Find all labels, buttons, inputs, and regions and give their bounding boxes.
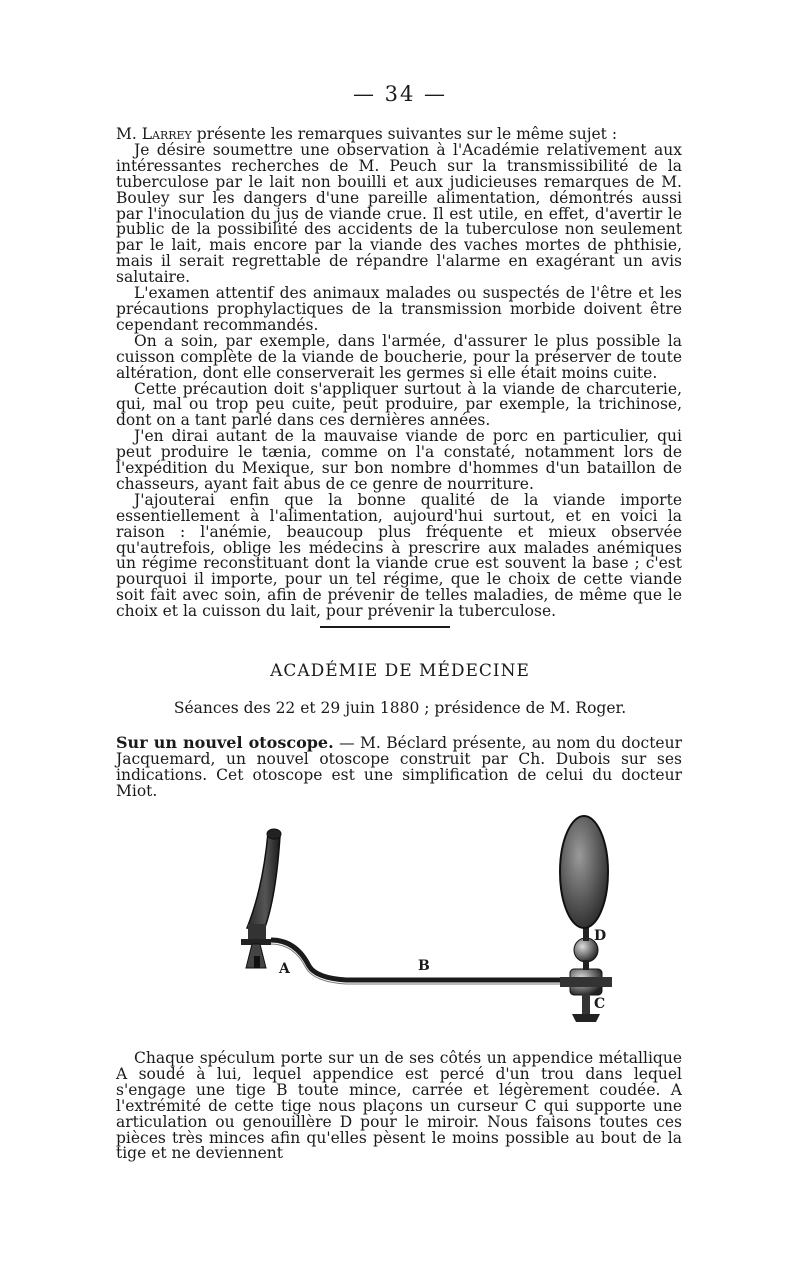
paragraph: L'examen attentif des animaux malades ou suspectés de l'être et les précautions prophylactiques de la transmission morbide doivent être cependant recommandés.	[116, 284, 682, 334]
speaker-name: M. Larrey	[116, 125, 192, 143]
paragraph: J'en dirai autant de la mauvaise viande de porc en particulier, qui peut produire le tænia, comme on l'a constaté, notamment lors de l'expédition du Mexique, sur bon nombre d'hommes d'un bataillon de chasseurs, ayant fait abus de ce genre de nourriture.	[116, 427, 682, 493]
session-line: Séances des 22 et 29 juin 1880 ; présidence de M. Roger.	[173, 699, 627, 717]
intro-text: présente les remarques suivantes sur le même sujet :	[191, 125, 618, 143]
mirror	[560, 816, 608, 928]
body-text-bottom	[116, 1051, 682, 1162]
section-divider	[320, 626, 450, 628]
body-text-top	[116, 127, 682, 620]
otoscope-paragraph	[116, 735, 682, 800]
article-lead: Sur un nouvel otoscope.	[116, 733, 334, 752]
article-text: — M. Béclard présente, au nom du docteur Jacquemard, un nouvel otoscope construit par Ch. Dubois sur ses indications. Cet otoscope est une simplification de celui du docteur Miot.	[116, 734, 682, 800]
paragraph: Cette précaution doit s'appliquer surtout à la viande de charcuterie, qui, mal ou trop peu cuite, peut produire, par exemple, la trichinose, dont on a tant parlé dans ces dernières années.	[116, 379, 682, 430]
label-c: C	[594, 996, 606, 1012]
speculum-horn	[241, 829, 281, 968]
page-number: — 34 —	[352, 82, 448, 106]
label-d: D	[594, 928, 607, 944]
label-b: B	[418, 958, 430, 974]
otoscope-drawing	[116, 798, 696, 1038]
otoscope-illustration	[116, 798, 696, 1038]
paragraph: Chaque spéculum porte sur un de ses côtés un appendice métallique A soudé à lui, lequel appendice est percé d'un trou dans lequel s'engage une tige B toute mince, carrée et légèrement coudée. A l'extrémité de cette tige nous plaçons un curseur C qui supporte une articulation ou genouillère D pour le miroir. Nous faisons toutes ces pièces très minces afin qu'elles pèsent le moins possible au bout de la tige et ne deviennent	[116, 1049, 682, 1163]
paragraph: J'ajouterai enfin que la bonne qualité de la viande importe essentiellement à l'alimentation, aujourd'hui surtout, et en voici la raison : l'anémie, beaucoup plus fréquente et mieux observée qu'autrefois, oblige les médecins à prescrire aux malades anémiques un régime reconstituant dont la viande crue est souvent la base ; c'est pourquoi il importe, pour un tel régime, que le choix de cette viande soit fait avec soin, afin de prévenir de telles maladies, de même que le choix et la cuisson du lait, pour prévenir la tuberculose.	[116, 490, 682, 621]
label-a: A	[279, 961, 290, 977]
section-heading: ACADÉMIE DE MÉDECINE	[270, 661, 530, 681]
paragraph: Je désire soumettre une observation à l'Académie relativement aux intéressantes recherches de M. Peuch sur la transmissibilité de la tuberculose par le lait non bouilli et aux judicieuses remarques de M. Bouley sur les dangers d'une pareille alimentation, démontrés aussi par l'inoculation du jus de viande crue. Il est utile, en effet, d'avertir le public de la possibilité des accidents de la tuberculose non seulement par le lait, mais encore par la viande des vaches mortes de phthisie, mais il serait regrettable de répandre l'alarme en exagérant un avis salutaire.	[116, 140, 682, 287]
paragraph: On a soin, par exemple, dans l'armée, d'assurer le plus possible la cuisson complète de la viande de boucherie, pour la préserver de toute altération, dont elle conserverait les germes si elle était moins cuite.	[116, 331, 682, 382]
